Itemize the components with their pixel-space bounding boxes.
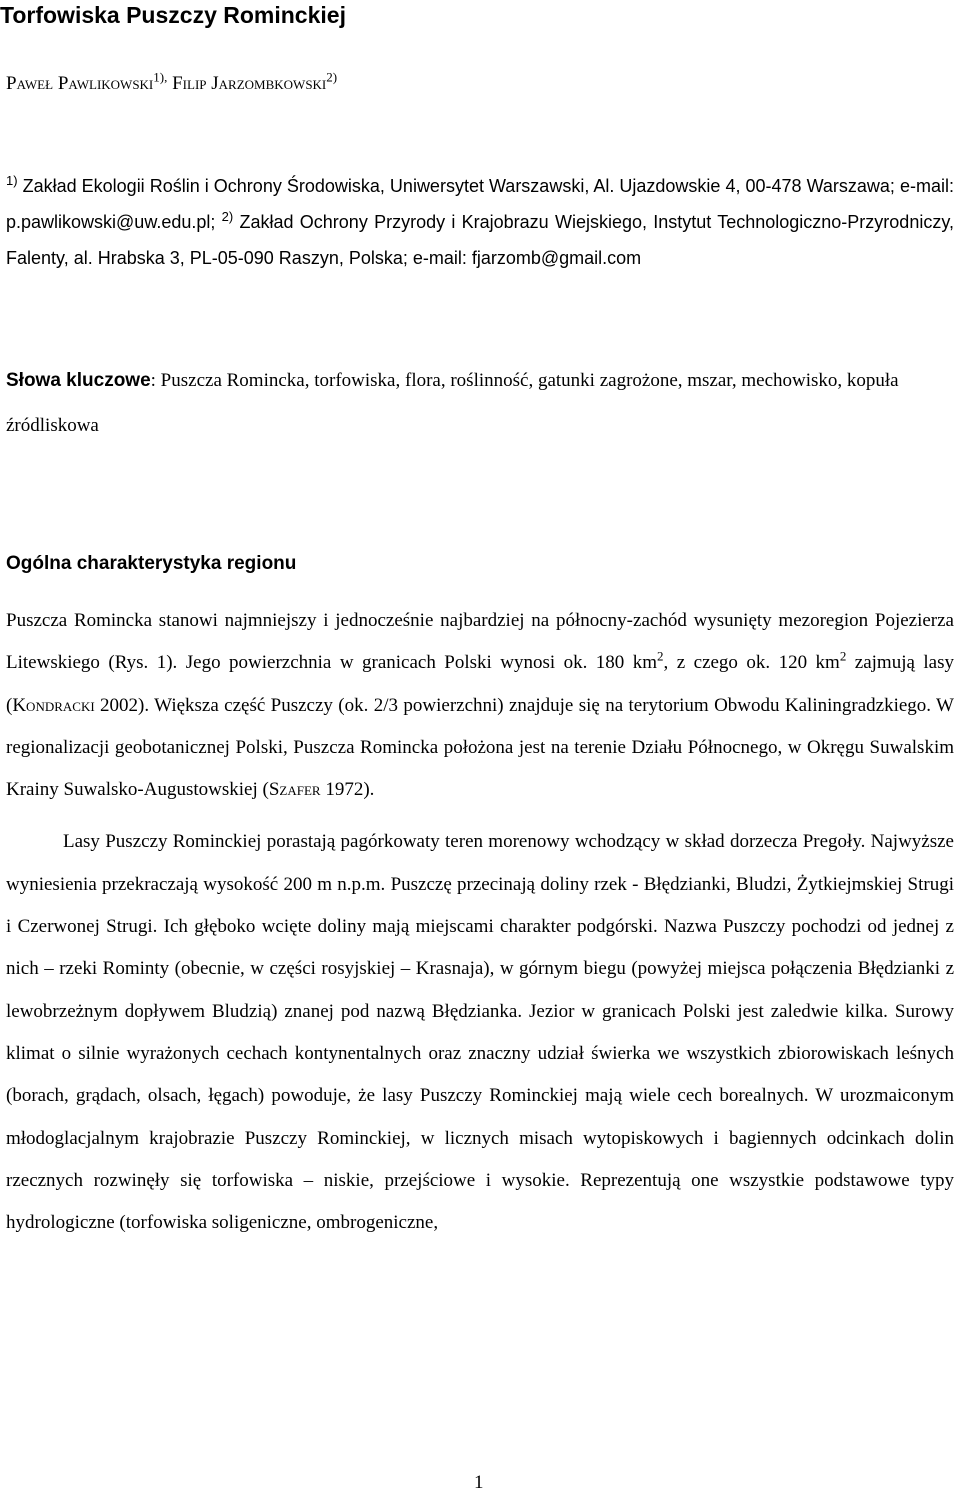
paper-title: Torfowiska Puszczy Rominckiej — [0, 2, 346, 28]
keywords-list: : Puszcza Romincka, torfowiska, flora, roślinność, gatunki zagrożone, mszar, mechowisko, kopuła źródliskowa — [6, 370, 899, 436]
author-affiliation-marker: 1), — [153, 69, 168, 85]
affiliation-marker: 1) — [6, 173, 18, 188]
body-text — [6, 600, 954, 1244]
affiliation-marker: 2) — [221, 209, 234, 224]
section-heading: Ogólna charakterystyka regionu — [6, 553, 297, 574]
paragraph-text: 2002). Większa część Puszczy (ok. 2/3 powierzchni) znajduje się na terytorium Obwodu Kaliningradzkiego. W regionalizacji geobotanicznej Polski, Puszcza Romincka położona jest na terenie Działu Północnego, w Okręgu Suwalskim Krainy Suwalsko-Augustowskiej ( — [6, 694, 954, 801]
affiliation-2: Zakład Ochrony Przyrody i Krajobrazu Wiejskiego, Instytut Technologiczno-Przyrodniczy, Falenty, al. Hrabska 3, PL-05-090 Raszyn, Polska; e-mail: fjarzomb@gmail.com — [6, 212, 954, 268]
paragraph-text: , z czego ok. 120 km — [663, 652, 840, 674]
paragraph-1 — [6, 600, 954, 811]
author-affiliation-marker: 2) — [326, 69, 338, 85]
affiliation-text — [6, 168, 954, 276]
affiliation-1: Zakład Ekologii Roślin i Ochrony Środowiska, Uniwersytet Warszawski, Al. Ujazdowskie 4, 00-478 Warszawa; e-mail: p.pawlikowski@uw.edu.pl; — [6, 176, 954, 232]
paragraph-text: 1972). — [320, 779, 375, 801]
author-name: Filip Jarzombkowski — [172, 73, 327, 94]
paragraph-text: Puszcza Romincka stanowi najmniejszy i jednocześnie najbardziej na północny-zachód wysunięty mezoregion Pojezierza Litewskiego (Rys. 1). Jego powierzchnia w granicach Polski wynosi ok. 180 km — [6, 610, 954, 674]
keywords-label: Słowa kluczowe — [6, 370, 151, 391]
keywords — [6, 358, 954, 448]
author-name: Paweł Pawlikowski — [6, 73, 154, 94]
affiliations — [6, 168, 954, 276]
superscript: 2 — [657, 648, 664, 664]
citation-author: Szafer — [268, 779, 321, 801]
superscript: 2 — [839, 648, 847, 664]
citation-author: Kondracki — [12, 694, 95, 716]
paragraph-2: Lasy Puszczy Rominckiej porastają pagórkowaty teren morenowy wchodzący w skład dorzecza Pregoły. Najwyższe wyniesienia przekraczają wysokość 200 m n.p.m. Puszczę przecinają doliny rzek - Błędzianki, Bludzi, Żytkiejmskiej Strugi i Czerwonej Strugi. Ich głęboko wcięte doliny mają miejscami charakter podgórski. Nazwa Puszczy pochodzi od jednej z nich – rzeki Rominty (obecnie, w części rosyjskiej – Krasnaja), w górnym biegu (powyżej miejsca połączenia Błędzianki z lewobrzeżnym dopływem Bludzią) znanej pod nazwą Błędzianka. Jezior w granicach Polski jest zaledwie kilka. Surowy klimat o silnie wyrażonych cechach kontynentalnych oraz znaczny udział świerka we wszystkich zbiorowiskach leśnych (borach, grądach, olsach, łęgach) powoduje, że lasy Puszczy Rominckiej mają wiele cech borealnych. W urozmaiconym młodoglacjalnym krajobrazie Puszczy Rominckiej, w licznych misach wytopiskowych i bagiennych odcinkach dolin rzecznych rozwinęły się torfowiska – niskie, przejściowe i wysokie. Reprezentują one wszystkie podstawowe typy hydrologiczne (torfowiska soligeniczne, ombrogeniczne, — [6, 831, 954, 1234]
author-line — [6, 71, 337, 97]
page-number: 1 — [474, 1472, 484, 1493]
paragraph-text: zajmują lasy ( — [6, 652, 954, 716]
